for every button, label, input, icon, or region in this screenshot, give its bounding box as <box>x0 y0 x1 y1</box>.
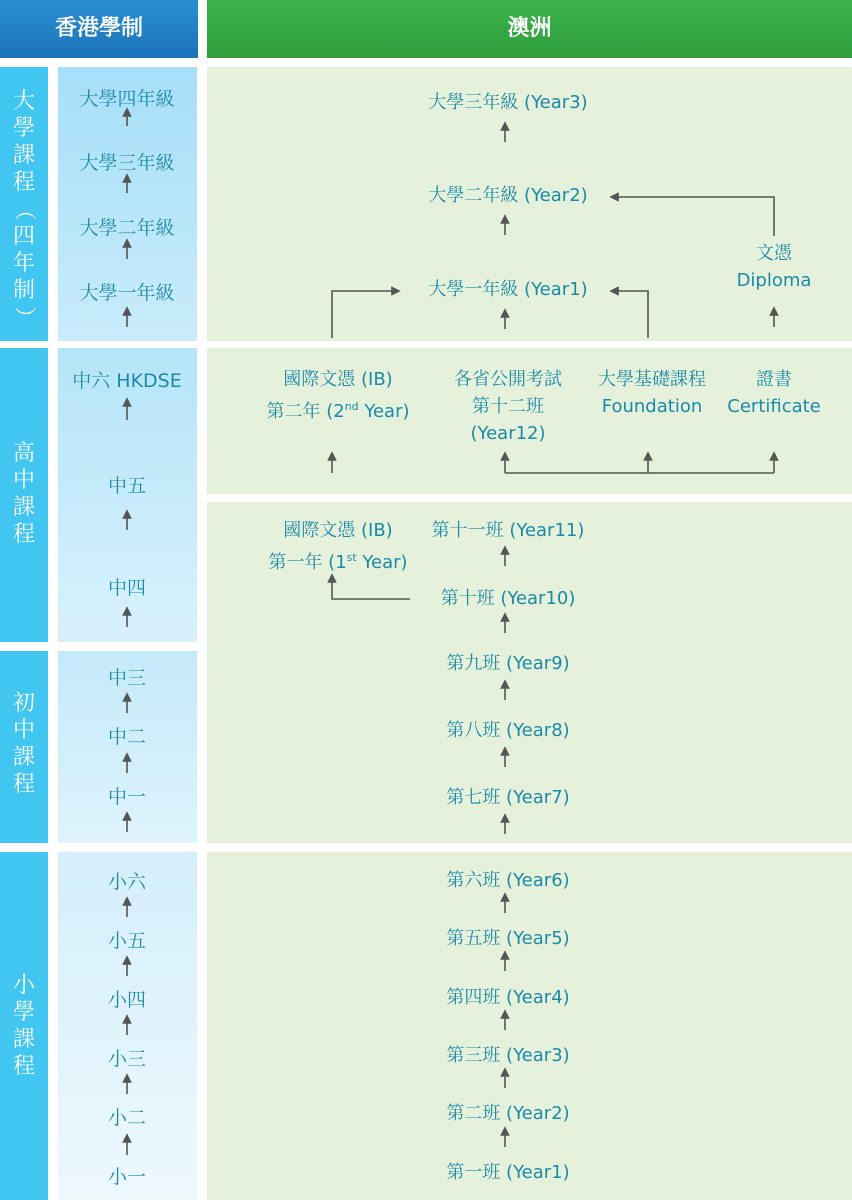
hk-s4: 中四 <box>107 577 147 599</box>
au-year10: 第十班 (Year10) <box>440 588 576 609</box>
au-certificate-zh: 證書 <box>756 369 792 390</box>
au-year8: 第八班 (Year8) <box>446 720 570 741</box>
au-year7: 第七班 (Year7) <box>446 787 570 808</box>
au-ib-year1: 第一年 (1st Year) <box>268 551 408 573</box>
au-ib-year2-zh: 國際文憑 (IB) <box>283 369 393 390</box>
au-uni-year3: 大學三年級 (Year3) <box>428 92 588 113</box>
hk-system-header: 香港學制 <box>0 0 198 58</box>
au-year2: 第二班 (Year2) <box>446 1103 570 1124</box>
primary-section-label: 小 學 課 程 <box>12 973 35 1079</box>
hk-s3: 中三 <box>107 667 147 689</box>
au-foundation-en: Foundation <box>601 396 703 417</box>
au-uni-year2: 大學二年級 (Year2) <box>428 185 588 206</box>
hk-uni-year2: 大學二年級 <box>79 217 175 239</box>
au-year5: 第五班 (Year5) <box>446 928 570 949</box>
hk-p4: 小四 <box>107 989 147 1011</box>
au-ib-year2: 第二年 (2nd Year) <box>266 400 410 422</box>
ib-to-uni-year1-arrow <box>332 291 396 338</box>
au-year11: 第十一班 (Year11) <box>431 520 585 541</box>
au-year6: 第六班 (Year6) <box>446 870 570 891</box>
hk-s5: 中五 <box>107 475 147 497</box>
hk-s6: 中六 HKDSE <box>72 370 182 392</box>
au-year12-en: (Year12) <box>470 423 546 444</box>
foundation-to-uni-year1-arrow <box>614 291 648 338</box>
university-section-label: 大 學 課 程 （ 四 年 制 ） <box>11 89 37 329</box>
hk-s1: 中一 <box>107 786 147 808</box>
senior-section-label: 高 中 課 程 <box>12 441 35 547</box>
hk-p3: 小三 <box>107 1048 147 1070</box>
hk-uni-year3: 大學三年級 <box>79 152 175 174</box>
au-uni-year1: 大學一年級 (Year1) <box>428 279 588 300</box>
australia-header: 澳洲 <box>207 0 852 58</box>
hk-p6: 小六 <box>107 871 147 893</box>
hk-uni-year1: 大學一年級 <box>79 282 175 304</box>
au-diploma-zh: 文憑 <box>756 243 792 264</box>
au-provincial-exam: 各省公開考試 <box>454 369 562 390</box>
hk-p1: 小一 <box>107 1166 147 1188</box>
au-ib-year1-zh: 國際文憑 (IB) <box>283 520 393 541</box>
au-year12-zh: 第十二班 <box>472 396 544 417</box>
diploma-to-uni-year2-arrow <box>614 197 774 236</box>
hk-p5: 小五 <box>107 930 147 952</box>
au-year1: 第一班 (Year1) <box>446 1162 570 1183</box>
au-year3: 第三班 (Year3) <box>446 1045 570 1066</box>
au-foundation-zh: 大學基礎課程 <box>598 369 706 390</box>
hk-s2: 中二 <box>107 726 147 748</box>
year10-to-ib-year1-arrow <box>332 578 410 599</box>
hk-p2: 小二 <box>107 1107 147 1129</box>
au-year4: 第四班 (Year4) <box>446 987 570 1008</box>
au-diploma-en: Diploma <box>736 270 812 291</box>
au-year9: 第九班 (Year9) <box>446 653 570 674</box>
hk-uni-year4: 大學四年級 <box>79 88 175 110</box>
au-certificate-en: Certificate <box>727 396 821 417</box>
junior-section-label: 初 中 課 程 <box>12 691 35 797</box>
